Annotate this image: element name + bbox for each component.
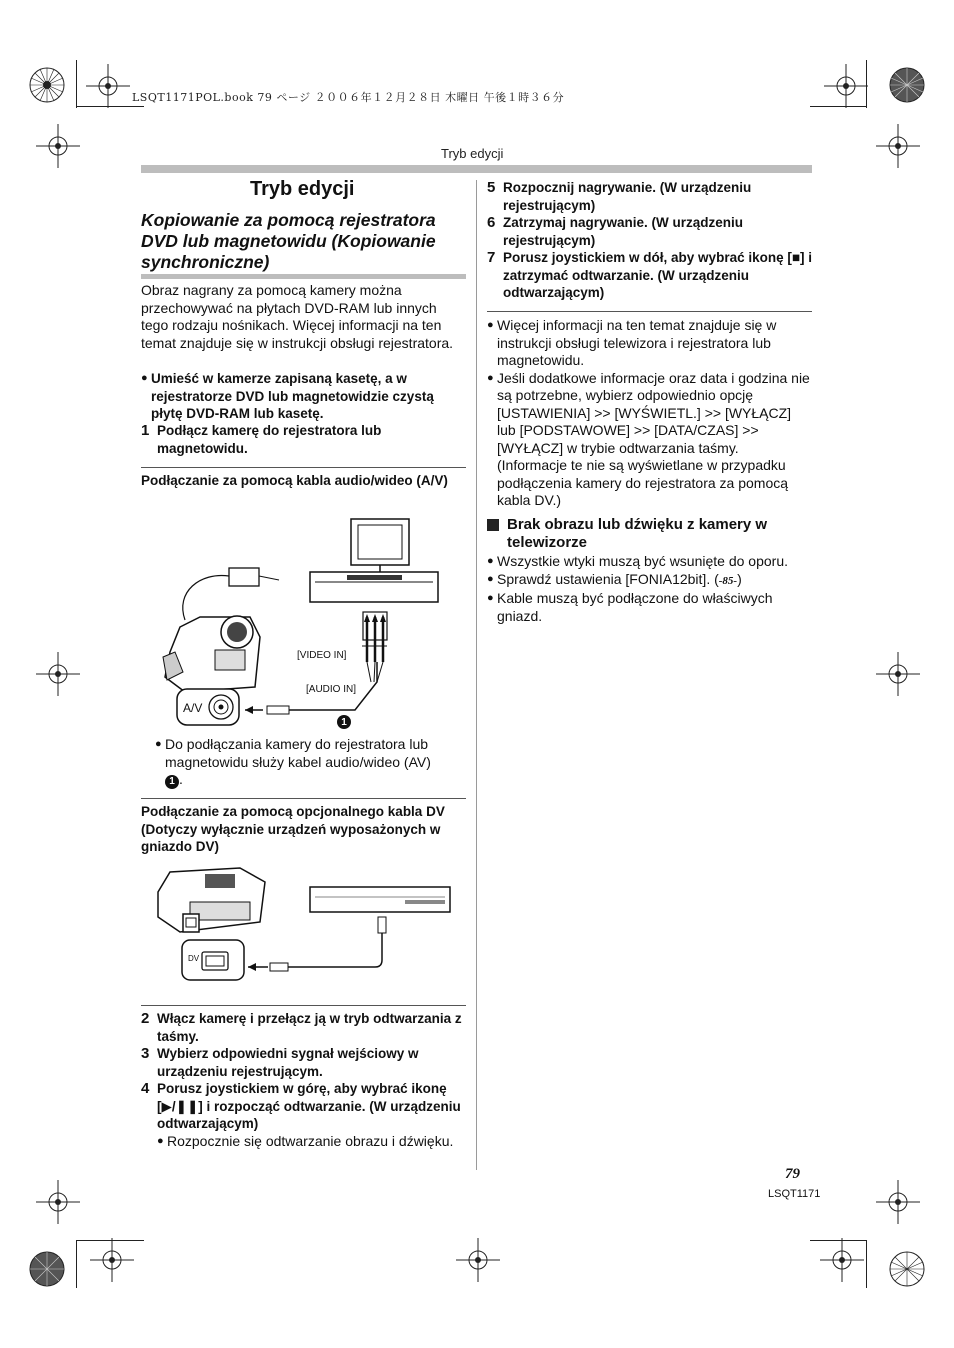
crop-line (76, 1240, 144, 1241)
note-text: Więcej informacji na ten temat znajduje się w instrukcji obsługi telewizora i rejestratora lub magnetowidu. (497, 317, 777, 368)
crop-line (866, 60, 867, 108)
crosshair-mark-icon (90, 1238, 134, 1282)
crop-line (76, 106, 144, 107)
av-note-text: Do podłączania kamery do rejestratora lub magnetowidu służy kabel audio/wideo (AV) 1 . (165, 736, 431, 787)
crosshair-mark-icon (36, 1180, 80, 1224)
av-note (155, 736, 465, 789)
note-text: Jeśli dodatkowe informacje oraz data i godzina nie są potrzebne, wybierz odpowiednio opcję [USTAWIENIA] >> [WYŚWIETL.] >> [WYŁĄCZ] lub [PODSTAWOWE] >> [DATA/CZAS] >> [WYŁĄCZ] w trybie odtwarzania taśmy. (Informacje te nie są wyświetlane w przypadku podłączenia kamery do rejestratora za pomocą kabla DV.) (497, 369, 810, 508)
step-1 (141, 422, 466, 457)
note-item (487, 370, 812, 510)
crosshair-mark-icon (86, 64, 130, 108)
print-header: LSQT1171POL.book 79 ページ ２００６年１２月２８日 木曜日 午後１時３６分 (132, 91, 565, 104)
bullet-icon: ● (157, 1134, 164, 1147)
step-7 (487, 249, 812, 302)
note-item (487, 317, 812, 370)
step-text: Porusz joystickiem w górę, aby wybrać ikonę [▶/❚❚] i rozpocząć odtwarzanie. (W urządzeniu odtwarzającym) (157, 1081, 461, 1131)
step-text: Rozpocznij nagrywanie. (W urządzeniu rejestrującym) (503, 180, 752, 213)
trouble-text: Kable muszą być podłączone do właściwych gniazd. (497, 590, 773, 624)
step-2 (141, 1010, 466, 1045)
trouble-text: Wszystkie wtyki muszą być wsunięte do oporu. (497, 553, 788, 569)
crop-line (76, 1240, 77, 1288)
step-text: Podłącz kamerę do rejestratora lub magnetowidu. (157, 423, 382, 456)
audio-in-label: [AUDIO IN] (306, 684, 357, 695)
crosshair-mark-icon (876, 124, 920, 168)
trouble-list (487, 553, 812, 625)
divider (141, 798, 466, 799)
step-text: Zatrzymaj nagrywanie. (W urządzeniu rejestrującym) (503, 215, 744, 248)
dv-jack-label: DV (188, 954, 200, 963)
bullet-icon: ● (487, 572, 494, 585)
trouble-item (487, 590, 812, 625)
page-number: 79 (785, 1166, 800, 1182)
divider (141, 467, 466, 468)
step-3 (141, 1045, 466, 1080)
steps-right (487, 179, 812, 302)
square-bullet-icon (487, 519, 499, 531)
crosshair-mark-icon (820, 1238, 864, 1282)
registration-mark-icon (22, 60, 72, 110)
bullet-icon: ● (155, 738, 162, 750)
crosshair-mark-icon (876, 1180, 920, 1224)
crosshair-mark-icon (36, 652, 80, 696)
recorder-icon (310, 887, 450, 912)
step-number: 4 (141, 1080, 150, 1097)
bullet-icon: ● (487, 319, 494, 331)
crop-line (810, 1240, 867, 1241)
registration-mark-icon (22, 1244, 72, 1294)
step-4-note-text: Rozpocznie się odtwarzanie obrazu i dźwięku. (167, 1132, 454, 1149)
step-5 (487, 179, 812, 214)
crop-line (866, 1240, 867, 1288)
registration-mark-icon (882, 60, 932, 110)
camcorder-icon (163, 616, 260, 692)
step-text: Wybierz odpowiedni sygnał wejściowy w urządzeniu rejestrującym. (157, 1046, 419, 1079)
step-number: 1 (141, 422, 150, 439)
page-title: Tryb edycji (250, 178, 355, 200)
steps-left (141, 1010, 466, 1150)
trouble-text: Sprawdź ustawienia [FONIA12bit]. (-85-) (497, 570, 742, 587)
av-subheading: Podłączanie za pomocą kabla audio/wideo (A/V) (141, 473, 448, 488)
bullet-icon: ● (487, 371, 494, 384)
page-reference-link[interactable]: -85- (718, 574, 738, 587)
prep-bullet-text: Umieść w kamerze zapisaną kasetę, a w rejestratorze DVD lub magnetowidzie czystą płytę DVD-RAM lub kasetę. (151, 371, 434, 421)
step-number: 5 (487, 179, 496, 196)
model-code: LSQT1171 (768, 1188, 821, 1200)
trouble-item (487, 553, 812, 571)
callout-1-badge: 1 (337, 715, 351, 729)
step-number: 6 (487, 214, 496, 231)
section-title: Kopiowanie za pomocą rejestratora DVD lub magnetowidu (Kopiowanie synchroniczne) (141, 210, 436, 272)
bullet-icon: ● (487, 592, 494, 604)
crosshair-mark-icon (824, 64, 868, 108)
bullet-icon: ● (141, 372, 148, 384)
step-number: 7 (487, 249, 496, 266)
crop-line (810, 106, 867, 107)
ac-adapter-icon (229, 568, 259, 586)
crosshair-mark-icon (876, 652, 920, 696)
step-4 (141, 1080, 466, 1133)
divider (487, 311, 812, 312)
step-text: Włącz kamerę i przełącz ją w tryb odtwarzania z taśmy. (157, 1011, 462, 1044)
callout-1-badge: 1 (165, 775, 179, 789)
step-number: 2 (141, 1010, 150, 1027)
dv-subheading: Podłączanie za pomocą opcjonalnego kabla DV (Dotyczy wyłącznie urządzeń wyposażonych w gniazdo DV) (141, 804, 445, 854)
header-rule (141, 165, 812, 173)
step-number: 3 (141, 1045, 150, 1062)
video-in-label: [VIDEO IN] (297, 650, 347, 661)
trouble-heading-text: Brak obrazu lub dźwięku z kamery w telewizorze (507, 516, 768, 551)
column-divider (476, 180, 477, 1170)
step-text: Porusz joystickiem w dół, aby wybrać ikonę [■] i zatrzymać odtwarzanie. (W urządzeniu odtwarzającym) (503, 250, 812, 300)
av-jack-label: A/V (183, 701, 203, 715)
bullet-icon: ● (487, 555, 494, 567)
intro-paragraph: Obraz nagrany za pomocą kamery można przechowywać na płytach DVD-RAM lub innych tego rodzaju nośnikach. Więcej informacji na ten temat znajduje się w instrukcji obsługi rejestratora. (141, 282, 454, 351)
trouble-heading (487, 516, 812, 552)
divider (141, 1005, 466, 1006)
step-4-note (157, 1133, 466, 1151)
prep-bullet (141, 370, 466, 423)
camcorder-icon (158, 868, 265, 932)
dv-connection-diagram (150, 862, 460, 984)
trouble-item (487, 571, 812, 591)
right-notes (487, 317, 812, 510)
tv-icon (351, 519, 409, 565)
crosshair-mark-icon (456, 1238, 500, 1282)
running-title: Tryb edycji (441, 146, 504, 161)
section-rule (141, 274, 466, 279)
step-6 (487, 214, 812, 249)
crosshair-mark-icon (36, 124, 80, 168)
crop-line (76, 60, 77, 108)
registration-mark-icon (882, 1244, 932, 1294)
